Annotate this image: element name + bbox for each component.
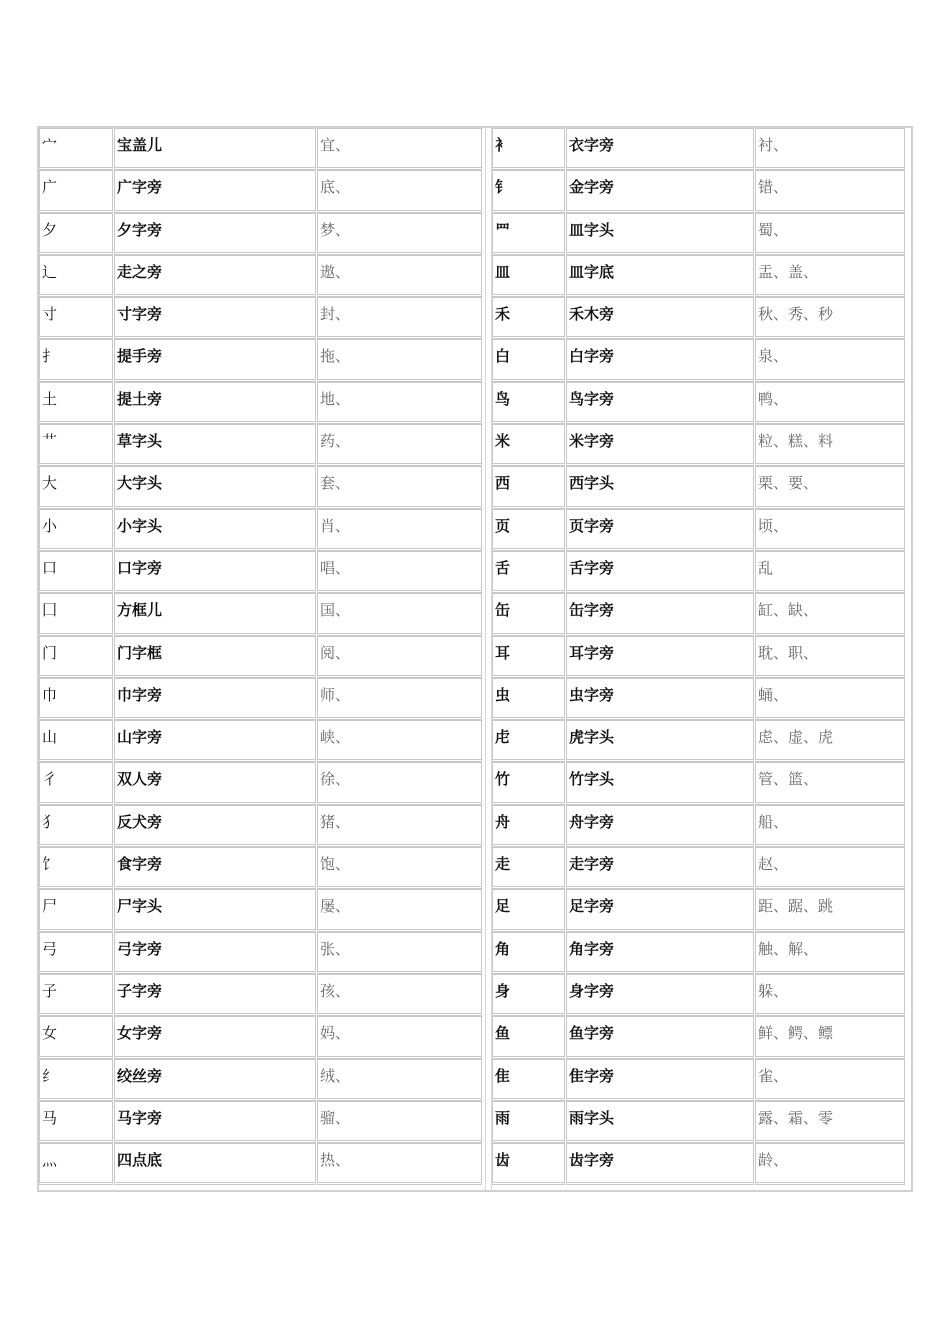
radical-name-cell: 大字头: [114, 466, 316, 508]
example-chars-cell: 蜀、: [755, 213, 905, 255]
radical-name-cell: 宝盖儿: [114, 128, 316, 170]
radical-name-cell: 页字旁: [566, 509, 754, 551]
example-chars-cell: 触、解、: [755, 932, 905, 974]
table-row: [492, 974, 913, 1016]
example-chars-cell: 绒、: [317, 1059, 482, 1101]
table-row: [492, 762, 913, 804]
table-row: [492, 424, 913, 466]
radical-name-cell: 足字旁: [566, 889, 754, 931]
example-chars-cell: 顷、: [755, 509, 905, 551]
radical-cell: 女: [39, 1016, 113, 1058]
radical-cell: 竹: [492, 762, 565, 804]
radical-name-cell: 衣字旁: [566, 128, 754, 170]
example-chars-cell: 蛹、: [755, 678, 905, 720]
table-row: [492, 593, 913, 635]
example-chars-cell: 药、: [317, 424, 482, 466]
radical-cell: 灬: [39, 1143, 113, 1185]
example-chars-cell: 宜、: [317, 128, 482, 170]
example-chars-cell: 徐、: [317, 762, 482, 804]
example-chars-cell: 封、: [317, 297, 482, 339]
radical-cell: 宀: [39, 128, 113, 170]
radical-name-cell: 草字头: [114, 424, 316, 466]
radical-name-cell: 女字旁: [114, 1016, 316, 1058]
radical-cell: 辶: [39, 255, 113, 297]
table-row: [39, 551, 485, 593]
example-chars-cell: 遨、: [317, 255, 482, 297]
radical-name-cell: 白字旁: [566, 339, 754, 381]
radical-name-cell: 舌字旁: [566, 551, 754, 593]
radical-cell: 大: [39, 466, 113, 508]
radical-cell: 鸟: [492, 382, 565, 424]
table-row: [39, 297, 485, 339]
radical-cell: 缶: [492, 593, 565, 635]
radical-cell: 米: [492, 424, 565, 466]
example-chars-cell: 鸭、: [755, 382, 905, 424]
table-row: [492, 170, 913, 212]
radical-cell: 耳: [492, 636, 565, 678]
radical-name-cell: 走之旁: [114, 255, 316, 297]
table-row: [492, 1059, 913, 1101]
table-row: [39, 1059, 485, 1101]
table-row: [492, 636, 913, 678]
table-row: [39, 932, 485, 974]
example-chars-cell: 衬、: [755, 128, 905, 170]
radical-table-left: [39, 128, 485, 1185]
radical-name-cell: 食字旁: [114, 847, 316, 889]
example-chars-cell: 虑、虚、虎: [755, 720, 905, 762]
example-chars-cell: 梦、: [317, 213, 482, 255]
example-chars-cell: 套、: [317, 466, 482, 508]
radical-cell: 巾: [39, 678, 113, 720]
table-row: [492, 932, 913, 974]
radical-cell: 囗: [39, 593, 113, 635]
example-chars-cell: 船、: [755, 805, 905, 847]
radical-name-cell: 禾木旁: [566, 297, 754, 339]
radical-cell: 西: [492, 466, 565, 508]
radical-cell: 衤: [492, 128, 565, 170]
example-chars-cell: 耽、职、: [755, 636, 905, 678]
table-row: [39, 170, 485, 212]
example-chars-cell: 地、: [317, 382, 482, 424]
example-chars-cell: 阅、: [317, 636, 482, 678]
example-chars-cell: 雀、: [755, 1059, 905, 1101]
radical-cell: 艹: [39, 424, 113, 466]
example-chars-cell: 赵、: [755, 847, 905, 889]
radical-cell: 弓: [39, 932, 113, 974]
radical-cell: 皿: [492, 255, 565, 297]
radical-name-cell: 虫字旁: [566, 678, 754, 720]
radical-name-cell: 金字旁: [566, 170, 754, 212]
example-chars-cell: 师、: [317, 678, 482, 720]
example-chars-cell: 张、: [317, 932, 482, 974]
table-row: [492, 805, 913, 847]
radical-name-cell: 走字旁: [566, 847, 754, 889]
table-row: [492, 255, 913, 297]
radical-cell: 足: [492, 889, 565, 931]
example-chars-cell: 缸、缺、: [755, 593, 905, 635]
column-divider: [485, 128, 492, 1190]
table-row: [492, 1143, 913, 1185]
table-row: [39, 1143, 485, 1185]
table-row: [492, 213, 913, 255]
radical-name-cell: 提手旁: [114, 339, 316, 381]
radical-name-cell: 子字旁: [114, 974, 316, 1016]
radical-name-cell: 方框儿: [114, 593, 316, 635]
example-chars-cell: 国、: [317, 593, 482, 635]
example-chars-cell: 猪、: [317, 805, 482, 847]
table-row: [39, 974, 485, 1016]
radical-cell: 彳: [39, 762, 113, 804]
radical-cell: 尸: [39, 889, 113, 931]
radical-cell: 夕: [39, 213, 113, 255]
radical-cell: 禾: [492, 297, 565, 339]
radical-table-right: [492, 128, 913, 1185]
table-row: [39, 1101, 485, 1143]
example-chars-cell: 盂、盖、: [755, 255, 905, 297]
radical-name-cell: 尸字头: [114, 889, 316, 931]
table-row: [39, 255, 485, 297]
radical-name-cell: 隹字旁: [566, 1059, 754, 1101]
table-row: [39, 889, 485, 931]
radical-cell: 纟: [39, 1059, 113, 1101]
radical-cell: 雨: [492, 1101, 565, 1143]
radical-name-cell: 鸟字旁: [566, 382, 754, 424]
table-row: [39, 847, 485, 889]
example-chars-cell: 躲、: [755, 974, 905, 1016]
radical-cell: 罒: [492, 213, 565, 255]
example-chars-cell: 距、踞、跳: [755, 889, 905, 931]
table-row: [39, 678, 485, 720]
radical-cell: 走: [492, 847, 565, 889]
radical-cell: 马: [39, 1101, 113, 1143]
table-row: [492, 847, 913, 889]
radical-name-cell: 弓字旁: [114, 932, 316, 974]
table-row: [39, 128, 485, 170]
table-row: [39, 762, 485, 804]
example-chars-cell: 底、: [317, 170, 482, 212]
example-chars-cell: 峡、: [317, 720, 482, 762]
radical-cell: 扌: [39, 339, 113, 381]
radical-cell: 角: [492, 932, 565, 974]
radical-cell: 虫: [492, 678, 565, 720]
example-chars-cell: 热、: [317, 1143, 482, 1185]
radical-name-cell: 小字头: [114, 509, 316, 551]
table-row: [39, 636, 485, 678]
table-row: [492, 466, 913, 508]
example-chars-cell: 管、篮、: [755, 762, 905, 804]
radical-cell: 舌: [492, 551, 565, 593]
radical-cell: 门: [39, 636, 113, 678]
radical-name-cell: 马字旁: [114, 1101, 316, 1143]
table-row: [492, 678, 913, 720]
example-chars-cell: 乱: [755, 551, 905, 593]
example-chars-cell: 屡、: [317, 889, 482, 931]
radical-name-cell: 竹字头: [566, 762, 754, 804]
radical-name-cell: 鱼字旁: [566, 1016, 754, 1058]
radical-table: [37, 126, 913, 1192]
radical-name-cell: 反犬旁: [114, 805, 316, 847]
radical-name-cell: 齿字旁: [566, 1143, 754, 1185]
radical-cell: 虍: [492, 720, 565, 762]
table-row: [492, 720, 913, 762]
radical-cell: 子: [39, 974, 113, 1016]
table-row: [39, 805, 485, 847]
example-chars-cell: 孩、: [317, 974, 482, 1016]
radical-name-cell: 双人旁: [114, 762, 316, 804]
table-row: [39, 382, 485, 424]
radical-cell: 页: [492, 509, 565, 551]
table-row: [39, 720, 485, 762]
table-row: [492, 382, 913, 424]
radical-name-cell: 雨字头: [566, 1101, 754, 1143]
radical-name-cell: 舟字旁: [566, 805, 754, 847]
table-row: [39, 339, 485, 381]
table-row: [492, 339, 913, 381]
radical-name-cell: 山字旁: [114, 720, 316, 762]
radical-name-cell: 角字旁: [566, 932, 754, 974]
radical-cell: 隹: [492, 1059, 565, 1101]
radical-name-cell: 广字旁: [114, 170, 316, 212]
radical-name-cell: 巾字旁: [114, 678, 316, 720]
radical-cell: 身: [492, 974, 565, 1016]
example-chars-cell: 肖、: [317, 509, 482, 551]
example-chars-cell: 骝、: [317, 1101, 482, 1143]
radical-cell: 寸: [39, 297, 113, 339]
radical-name-cell: 耳字旁: [566, 636, 754, 678]
radical-cell: 鱼: [492, 1016, 565, 1058]
table-row: [39, 509, 485, 551]
table-row: [39, 1016, 485, 1058]
table-row: [492, 551, 913, 593]
table-row: [492, 1101, 913, 1143]
radical-name-cell: 口字旁: [114, 551, 316, 593]
table-row: [39, 424, 485, 466]
radical-name-cell: 提土旁: [114, 382, 316, 424]
example-chars-cell: 饱、: [317, 847, 482, 889]
example-chars-cell: 龄、: [755, 1143, 905, 1185]
radical-cell: 齿: [492, 1143, 565, 1185]
table-row: [492, 128, 913, 170]
radical-name-cell: 夕字旁: [114, 213, 316, 255]
example-chars-cell: 秋、秀、秒: [755, 297, 905, 339]
radical-cell: 舟: [492, 805, 565, 847]
table-row: [39, 593, 485, 635]
radical-name-cell: 绞丝旁: [114, 1059, 316, 1101]
radical-name-cell: 四点底: [114, 1143, 316, 1185]
table-row: [39, 466, 485, 508]
radical-cell: 犭: [39, 805, 113, 847]
table-row: [492, 297, 913, 339]
table-row: [492, 1016, 913, 1058]
radical-cell: 山: [39, 720, 113, 762]
example-chars-cell: 栗、要、: [755, 466, 905, 508]
example-chars-cell: 泉、: [755, 339, 905, 381]
radical-cell: 白: [492, 339, 565, 381]
table-row: [39, 213, 485, 255]
example-chars-cell: 粒、糕、料: [755, 424, 905, 466]
radical-name-cell: 皿字头: [566, 213, 754, 255]
radical-name-cell: 缶字旁: [566, 593, 754, 635]
example-chars-cell: 鲜、鳄、鳔: [755, 1016, 905, 1058]
radical-name-cell: 西字头: [566, 466, 754, 508]
radical-cell: 饣: [39, 847, 113, 889]
radical-cell: 土: [39, 382, 113, 424]
example-chars-cell: 错、: [755, 170, 905, 212]
table-row: [492, 509, 913, 551]
radical-cell: 钅: [492, 170, 565, 212]
radical-cell: 口: [39, 551, 113, 593]
example-chars-cell: 妈、: [317, 1016, 482, 1058]
example-chars-cell: 露、霜、零: [755, 1101, 905, 1143]
example-chars-cell: 拖、: [317, 339, 482, 381]
radical-cell: 小: [39, 509, 113, 551]
radical-cell: 广: [39, 170, 113, 212]
radical-name-cell: 皿字底: [566, 255, 754, 297]
table-row: [492, 889, 913, 931]
example-chars-cell: 唱、: [317, 551, 482, 593]
radical-name-cell: 身字旁: [566, 974, 754, 1016]
radical-name-cell: 寸字旁: [114, 297, 316, 339]
radical-name-cell: 米字旁: [566, 424, 754, 466]
radical-name-cell: 门字框: [114, 636, 316, 678]
radical-name-cell: 虎字头: [566, 720, 754, 762]
